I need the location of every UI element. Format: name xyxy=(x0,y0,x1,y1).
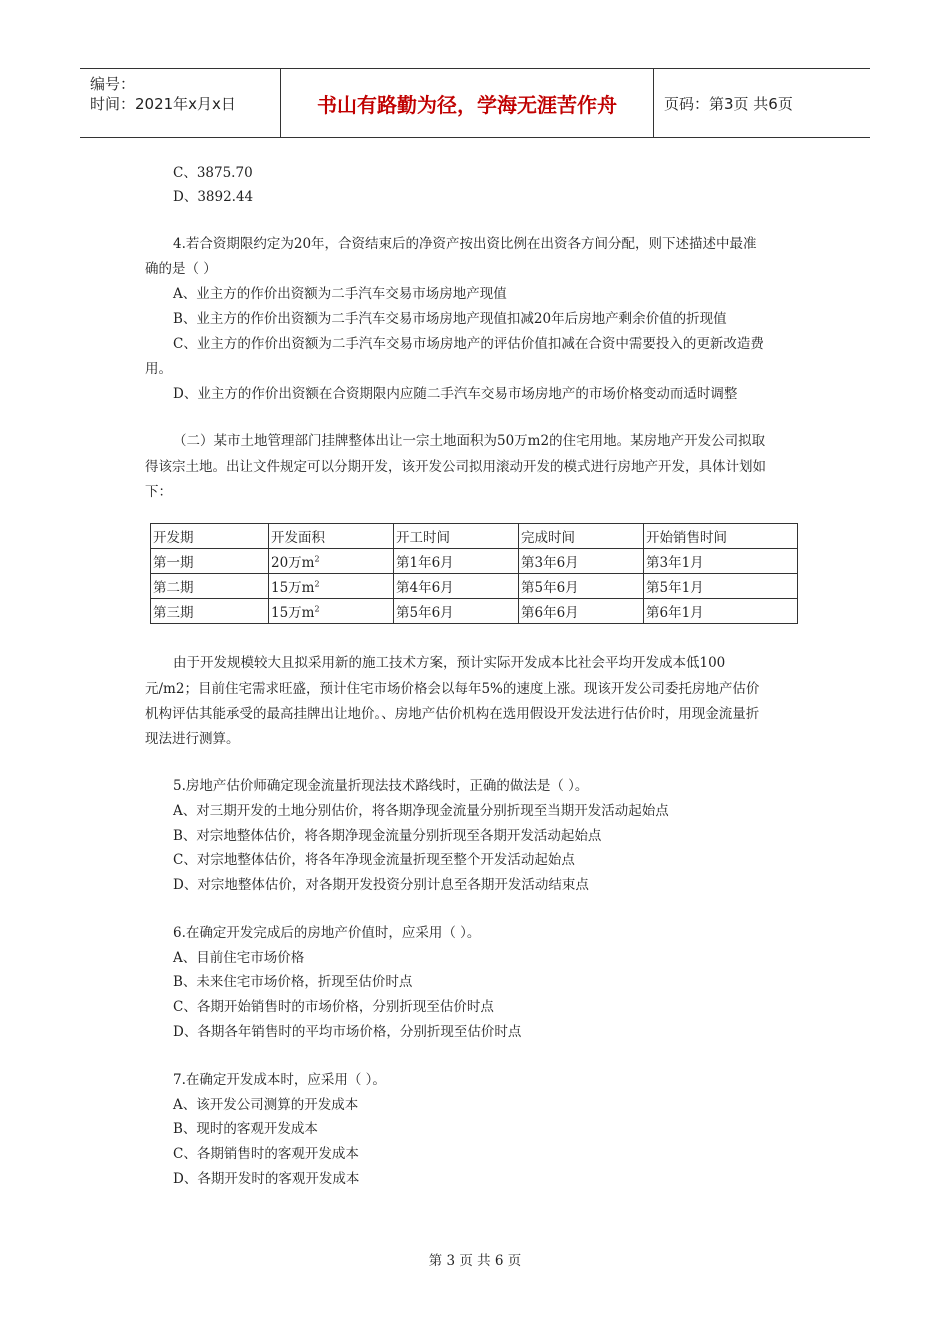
q4-option-c-cont: 用。 xyxy=(145,361,172,377)
q6-option-d: D、各期各年销售时的平均市场价格，分别折现至估价时点 xyxy=(173,1024,522,1040)
q6-option-a: A、目前住宅市场价格 xyxy=(173,950,305,966)
table-row xyxy=(151,549,798,574)
table-cell: 第3年6月 xyxy=(519,549,644,574)
case2b-line2: 元/m2；目前住宅需求旺盛，预计住宅市场价格会以每年5%的速度上涨。现该开发公司委托房地产估价 xyxy=(145,681,760,697)
case2b-line1: 由于开发规模较大且拟采用新的施工技术方案，预计实际开发成本比社会平均开发成本低100 xyxy=(173,655,726,671)
area-unit-sup: 2 xyxy=(314,604,320,614)
table-header-row xyxy=(151,524,798,549)
header-left xyxy=(80,69,281,137)
q4-option-b: B、业主方的作价出资额为二手汽车交易市场房地产现值扣减20年后房地产剩余价值的折现值 xyxy=(173,311,727,327)
q5-option-a: A、对三期开发的土地分别估价，将各期净现金流量分别折现至当期开发活动起始点 xyxy=(173,803,669,819)
q7-option-d: D、各期开发时的客观开发成本 xyxy=(173,1171,360,1187)
page-label: 页码：第3页 共6页 xyxy=(664,94,793,113)
q6-stem: 6.在确定开发完成后的房地产价值时，应采用（ ）。 xyxy=(173,925,481,941)
q7-option-c: C、各期销售时的客观开发成本 xyxy=(173,1146,359,1162)
q7-option-b: B、现时的客观开发成本 xyxy=(173,1121,318,1137)
area-value: 15万m xyxy=(271,580,315,596)
q5-option-d: D、对宗地整体估价，对各期开发投资分别计息至各期开发活动结束点 xyxy=(173,877,589,893)
table-cell xyxy=(269,599,394,624)
table-header-cell: 开工时间 xyxy=(394,524,519,549)
q3-option-c: C、3875.70 xyxy=(173,165,253,181)
table-cell xyxy=(269,549,394,574)
table-cell: 第一期 xyxy=(151,549,269,574)
case2b-line4: 现法进行测算。 xyxy=(145,731,240,747)
number-label: 编号： xyxy=(90,75,136,93)
table-cell: 第5年6月 xyxy=(394,599,519,624)
q4-option-d: D、业主方的作价出资额在合资期限内应随二手汽车交易市场房地产的市场价格变动而适时调整 xyxy=(173,386,738,402)
table-header-cell: 开始销售时间 xyxy=(644,524,798,549)
q4-stem-line2: 确的是（ ） xyxy=(145,261,217,277)
area-value: 15万m xyxy=(271,605,315,621)
development-plan-table xyxy=(150,523,798,624)
area-value: 20万m xyxy=(271,555,315,571)
q4-stem-line1: 4.若合资期限约定为20年，合资结束后的净资产按出资比例在出资各方间分配，则下述描述中最准 xyxy=(173,236,757,252)
q7-option-a: A、该开发公司测算的开发成本 xyxy=(173,1097,359,1113)
case2b-line3: 机构评估其能承受的最高挂牌出让地价。、房地产估价机构在选用假设开发法进行估价时，用现金流量折 xyxy=(145,706,760,722)
table-row xyxy=(151,574,798,599)
q4-option-c: C、业主方的作价出资额为二手汽车交易市场房地产的评估价值扣减在合资中需要投入的更新改造费 xyxy=(173,336,764,352)
table-cell: 第4年6月 xyxy=(394,574,519,599)
table-row xyxy=(151,599,798,624)
table-cell: 第二期 xyxy=(151,574,269,599)
q3-option-d: D、3892.44 xyxy=(173,189,254,205)
table-header-cell: 开发期 xyxy=(151,524,269,549)
table-cell: 第6年6月 xyxy=(519,599,644,624)
q5-option-b: B、对宗地整体估价，将各期净现金流量分别折现至各期开发活动起始点 xyxy=(173,828,602,844)
q4-option-a: A、业主方的作价出资额为二手汽车交易市场房地产现值 xyxy=(173,286,507,302)
table-header-cell: 完成时间 xyxy=(519,524,644,549)
table-cell: 第1年6月 xyxy=(394,549,519,574)
table-cell: 第5年6月 xyxy=(519,574,644,599)
q5-stem: 5.房地产估价师确定现金流量折现法技术路线时，正确的做法是（ ）。 xyxy=(173,778,589,794)
table-cell: 第5年1月 xyxy=(644,574,798,599)
case2-line3: 下： xyxy=(145,484,172,500)
case2-line1: （二）某市土地管理部门挂牌整体出让一宗土地面积为50万m2的住宅用地。某房地产开发公司拟取 xyxy=(173,433,766,449)
case2-line2: 得该宗土地。出让文件规定可以分期开发，该开发公司拟用滚动开发的模式进行房地产开发，具体计划如 xyxy=(145,459,766,475)
q6-option-b: B、未来住宅市场价格，折现至估价时点 xyxy=(173,974,413,990)
table-cell: 第6年1月 xyxy=(644,599,798,624)
table-cell: 第三期 xyxy=(151,599,269,624)
motto: 书山有路勤为径，学海无涯苦作舟 xyxy=(281,69,654,137)
area-unit-sup: 2 xyxy=(314,579,320,589)
table-cell: 第3年1月 xyxy=(644,549,798,574)
table-header-cell: 开发面积 xyxy=(269,524,394,549)
q5-option-c: C、对宗地整体估价，将各年净现金流量折现至整个开发活动起始点 xyxy=(173,852,575,868)
page-footer: 第 3 页 共 6 页 xyxy=(428,1253,522,1269)
q7-stem: 7.在确定开发成本时，应采用（ ）。 xyxy=(173,1072,386,1088)
page-header xyxy=(80,68,870,138)
q6-option-c: C、各期开始销售时的市场价格，分别折现至估价时点 xyxy=(173,999,494,1015)
time-label: 时间：2021年x月x日 xyxy=(90,95,236,113)
table-cell xyxy=(269,574,394,599)
area-unit-sup: 2 xyxy=(314,554,320,564)
